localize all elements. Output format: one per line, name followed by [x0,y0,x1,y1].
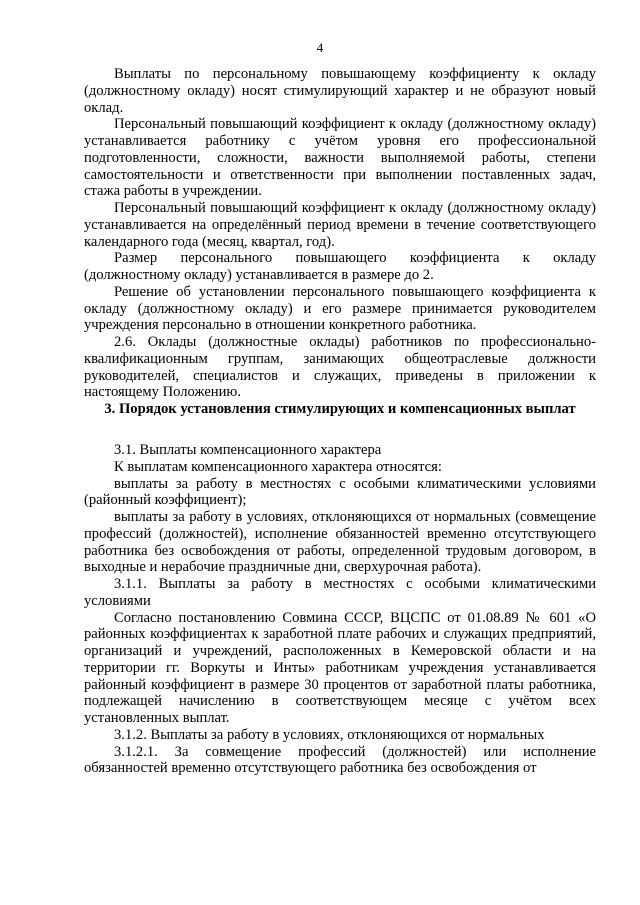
paragraph: К выплатам компенсационного характера относятся: [114,458,442,475]
paragraph: Решение об установлении персонального повышающего коэффициента к окладу (должностному окладу) и его размере принимается руководителем учреждения персонально в отношении конкретного работника. [84,283,596,334]
page-number: 4 [316,40,324,55]
paragraph: выплаты за работу в условиях, отклоняющихся от нормальных (совмещение профессий (должностей), исполнение обязанностей временно отсутствующего работника без освобождения от работы, определенной трудовым договором, в выходные и нерабочие праздничные дни, сверхурочная работа). [84,509,596,576]
paragraph: 2.6. Оклады (должностные оклады) работников по профессионально-квалификационным группам, занимающих общеотраслевые должности руководителей, специалистов и служащих, приведены в приложении к настоящему Положению. [84,334,596,401]
paragraph: Размер персонального повышающего коэффициента к окладу (должностному окладу) устанавливается в размере до 2. [84,250,596,283]
paragraph: Согласно постановлению Совмина СССР, ВЦСПС от 01.08.89 № 601 «О районных коэффициентах к заработной плате рабочих и служащих предприятий, организаций и учреждений, расположенных в Кемеровской области и на территории гг. Воркуты и Инты» работникам учреждения устанавливается районный коэффициент в размере 30 процентов от заработной платы работника, подлежащей начислению в соответствующем месяце с учётом всех установленных выплат. [84,609,596,726]
paragraph: 3.1.1. Выплаты за работу в местностях с особыми климатическими условиями [84,576,596,609]
paragraph: Выплаты по персональному повышающему коэффициенту к окладу (должностному окладу) носят стимулирующий характер и не образуют новый оклад. [84,66,596,116]
paragraph: Персональный повышающий коэффициент к окладу (должностному окладу) устанавливается на определённый период времени в течение соответствующего календарного года (месяц, квартал, год). [84,200,596,250]
paragraph: выплаты за работу в местностях с особыми климатическими условиями (районный коэффициент); [84,475,596,509]
document-body [84,66,596,777]
section-heading: 3. Порядок установления стимулирующих и компенсационных выплат [104,401,576,417]
paragraph: 3.1.2. Выплаты за работу в условиях, отклоняющихся от нормальных [114,726,545,743]
paragraph: 3.1.2.1. За совмещение профессий (должностей) или исполнение обязанностей временно отсутствующего работника без освобождения от [84,743,596,777]
paragraph: Персональный повышающий коэффициент к окладу (должностному окладу) устанавливается работнику с учётом уровня его профессиональной подготовленности, сложности, важности выполняемой работы, степени самостоятельности и ответственности при выполнении поставленных задач, стажа работы в учреждении. [84,116,596,200]
paragraph: 3.1. Выплаты компенсационного характера [114,442,382,458]
